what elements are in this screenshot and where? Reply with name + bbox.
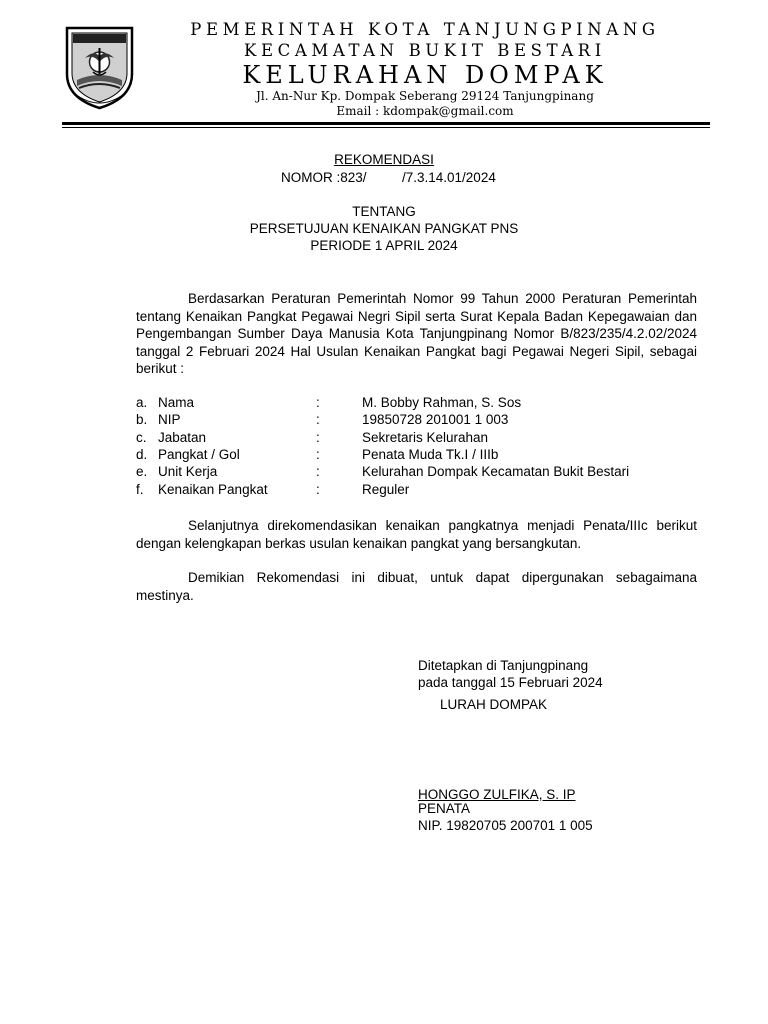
document-number-suffix: /7.3.14.01/2024 [402, 170, 496, 185]
detail-separator: : [316, 482, 320, 497]
letterhead-email: Email : kdompak@gmail.com [336, 104, 514, 118]
detail-value: Sekretaris Kelurahan [362, 430, 489, 445]
detail-letter: a. [136, 395, 148, 410]
document-about: TENTANG [352, 204, 416, 219]
letterhead-village: KELURAHAN DOMPAK [242, 61, 608, 89]
document-subject: PERSETUJUAN KENAIKAN PANGKAT PNS [249, 221, 519, 236]
detail-separator: : [316, 412, 320, 427]
detail-separator: : [316, 430, 320, 445]
detail-label: Nama [158, 395, 195, 410]
detail-value: Kelurahan Dompak Kecamatan Bukit Bestari [362, 464, 630, 479]
document-number-prefix: NOMOR :823/ [281, 170, 367, 185]
detail-separator: : [316, 464, 320, 479]
detail-letter: e. [136, 464, 148, 479]
detail-label: Kenaikan Pangkat [158, 482, 268, 497]
signatory-name: HONGGO ZULFIKA, S. IP [418, 787, 576, 802]
detail-value: 19850728 201001 1 003 [362, 412, 509, 427]
intro-paragraph: Berdasarkan Peraturan Pemerintah Nomor 99 Tahun 2000 Peraturan Pemerintah tentang Kenaikan Pangkat Pegawai Negri Sipil serta Surat Kepala Badan Kepegawaian dan Pengembangan Sumber Daya Manusia Kota Tanjungpinang Nomor B/823/235/4.2.02/2024 tanggal 2 Februari 2024 Hal Usulan Kenaikan Pangkat bagi Pegawai Negeri Sipil, sebagai berikut : [136, 291, 697, 376]
detail-separator: : [316, 447, 320, 462]
detail-value: Penata Muda Tk.I / IIIb [362, 447, 499, 462]
letterhead-government: PEMERINTAH KOTA TANJUNGPINANG [190, 20, 660, 39]
detail-letter: d. [136, 447, 148, 462]
letterhead-address: Jl. An-Nur Kp. Dompak Seberang 29124 Tanjungpinang [256, 89, 594, 103]
letterhead-district: KECAMATAN BUKIT BESTARI [244, 41, 606, 60]
detail-label: NIP [158, 412, 181, 427]
detail-separator: : [316, 395, 320, 410]
signature-position: LURAH DOMPAK [440, 697, 548, 712]
letterhead-divider-thick [62, 122, 710, 125]
detail-letter: b. [136, 412, 148, 427]
document-period: PERIODE 1 APRIL 2024 [310, 238, 458, 253]
signatory-nip: NIP. 19820705 200701 1 005 [418, 818, 593, 833]
detail-label: Jabatan [158, 430, 207, 445]
detail-label: Pangkat / Gol [158, 447, 240, 462]
signature-date: pada tanggal 15 Februari 2024 [418, 675, 603, 690]
detail-value: M. Bobby Rahman, S. Sos [362, 395, 522, 410]
detail-letter: c. [136, 430, 147, 445]
kota-tanjungpinang-emblem [63, 22, 136, 110]
detail-label: Unit Kerja [158, 464, 218, 479]
recommendation-paragraph: Selanjutnya direkomendasikan kenaikan pangkatnya menjadi Penata/IIIc berikut dengan kelengkapan berkas usulan kenaikan pangkat yang bersangkutan. [136, 518, 697, 551]
closing-paragraph: Demikian Rekomendasi ini dibuat, untuk dapat dipergunakan sebagaimana mestinya. [136, 570, 697, 603]
detail-letter: f. [136, 482, 144, 497]
signatory-rank: PENATA [418, 801, 471, 816]
signature-place: Ditetapkan di Tanjungpinang [418, 658, 589, 673]
letterhead-divider-thin [62, 127, 710, 128]
document-type: REKOMENDASI [334, 152, 434, 167]
detail-value: Reguler [362, 482, 410, 497]
